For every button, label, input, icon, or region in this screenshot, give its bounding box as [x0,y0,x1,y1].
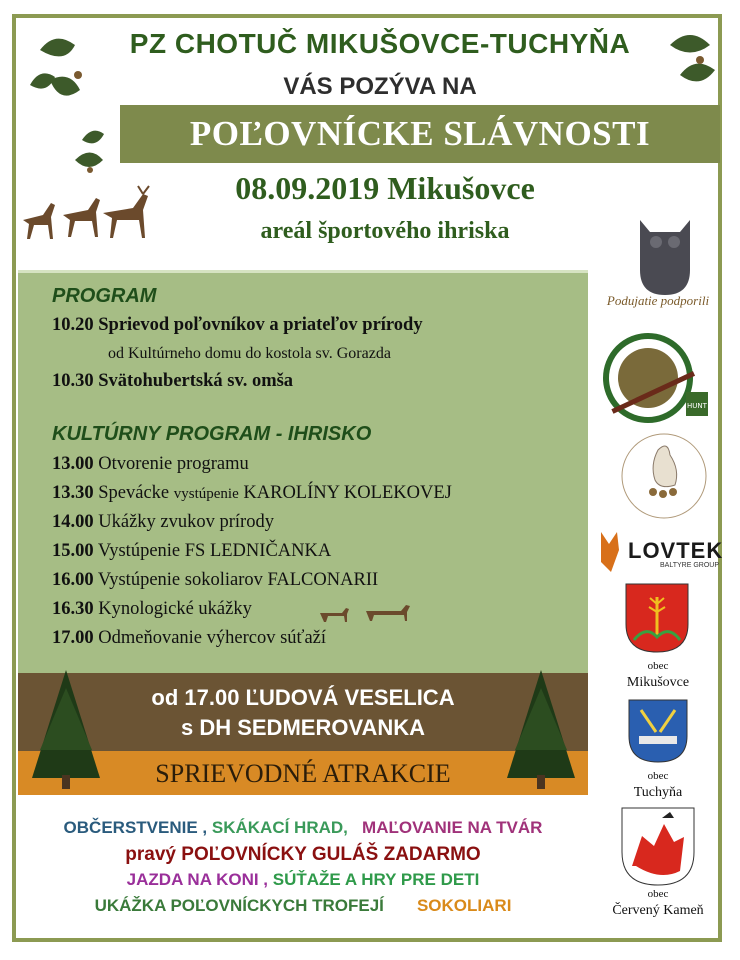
owl-icon [630,210,700,295]
attractions-band [18,751,588,795]
mikusovce-coat-of-arms-icon [624,582,690,654]
town-name: Mikušovce [626,675,690,690]
party-line-1: od 17.00 ĽUDOVÁ VESELICA [151,685,455,710]
program-panel [18,270,588,676]
town-prefix: obec [647,888,669,900]
organizer-title: PZ CHOTUČ MIKUŠOVCE-TUCHYŇA [129,28,631,59]
program-heading: PROGRAM [52,285,157,307]
pine-tree-left-icon [30,670,102,790]
hunt-text: HUNT [687,402,707,410]
town-prefix: obec [647,660,669,672]
lovtek-subtext: BALTYRE GROUP [660,562,719,569]
program-item: 10.30 Svätohubertská sv. omša [52,371,294,391]
cultural-item: 14.00 Ukážky zvukov prírody [52,512,274,532]
cultural-item: 13.00 Otvorenie programu [52,454,249,474]
town-prefix: obec [647,770,669,782]
attractions-row: JAZDA NA KONI , SÚŤAŽE A HRY PRE DETI [126,870,480,889]
cultural-item: 17.00 Odmeňovanie výhercov súťaží [52,628,327,648]
tuchyna-coat-of-arms-icon [627,698,689,766]
attractions-row: pravý POĽOVNÍCKY GULÁŠ ZADARMO [125,844,481,865]
cultural-heading: KULTÚRNY PROGRAM - IHRISKO [52,423,372,445]
event-title: POĽOVNÍCKE SLÁVNOSTI [189,114,651,153]
program-item: 10.20 Sprievod poľovníkov a priateľov prírody [52,315,423,335]
hunters-club-logo [618,430,710,522]
pine-tree-right-icon [505,670,577,790]
cerveny-kamen-coat-of-arms-icon [620,806,696,888]
town-name: Červený Kameň [612,903,704,918]
polovnik-logo [598,330,716,425]
deer-herd-icon [18,185,158,250]
supported-by-label: Podujatie podporili [606,293,710,308]
attractions-title: SPRIEVODNÉ ATRAKCIE [155,759,451,788]
event-title-banner [120,105,720,163]
attractions-list [20,800,586,930]
cultural-item: 16.30 Kynologické ukážky [52,599,252,619]
invite-line: VÁS POZÝVA NA [283,73,477,100]
party-line-2: s DH SEDMEROVANKA [180,715,426,740]
event-venue: areál športového ihriska [260,218,510,244]
town-name: Tuchyňa [633,785,683,800]
cultural-item: 16.00 Vystúpenie sokoliarov FALCONARII [52,570,379,590]
dogs-icon [318,601,413,623]
party-band [18,673,588,751]
program-subline: od Kultúrneho domu do kostola sv. Gorazda [108,345,391,362]
attractions-row: UKÁŽKA POĽOVNÍCKYCH TROFEJÍ SOKOLIARI [94,896,512,915]
attractions-row: OBČERSTVENIE , SKÁKACÍ HRAD, MAĽOVANIE NA TVÁR [63,818,543,837]
fox-icon [597,528,625,576]
cultural-item: 13.30 Spevácke vystúpenie KAROLÍNY KOLEKOVEJ [52,483,452,503]
cultural-item: 15.00 Vystúpenie FS LEDNIČANKA [52,541,332,561]
event-date-place: 08.09.2019 Mikušovce [235,170,535,206]
lovtek-logo-text: LOVTEK [628,538,724,563]
